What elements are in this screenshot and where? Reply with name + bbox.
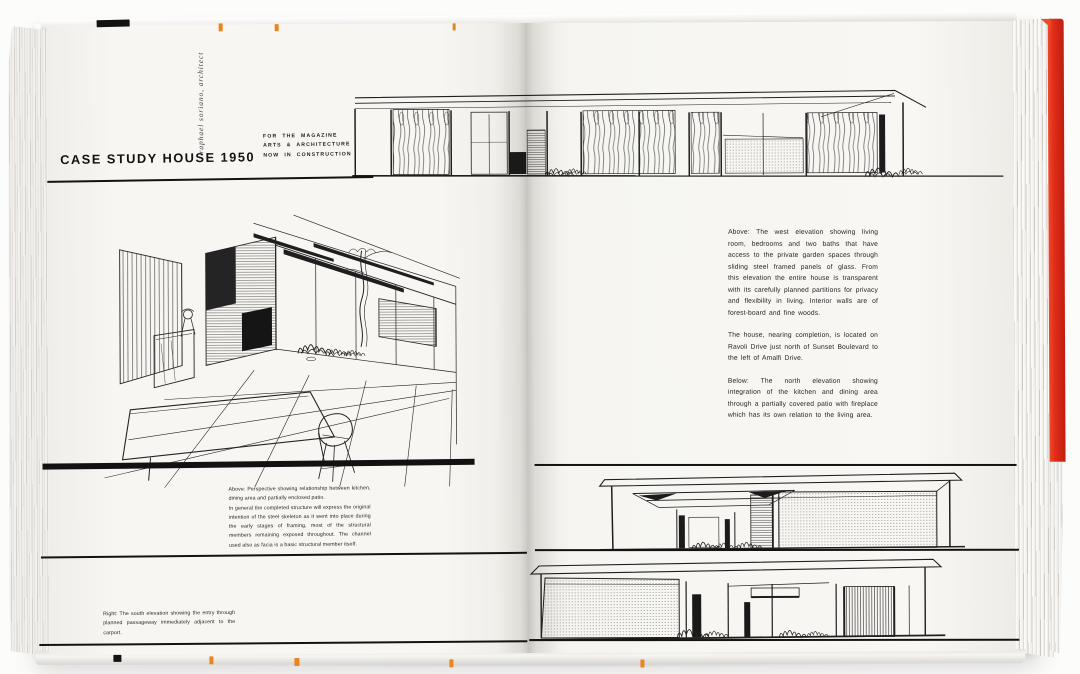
open-book (5, 6, 1070, 663)
right-top-divider (535, 464, 1017, 466)
figure-sketch (183, 310, 192, 319)
page-edges-right-lower (1049, 462, 1065, 654)
edge-mark-orange (219, 23, 223, 31)
header-subtitle (263, 131, 352, 160)
right-page-text-block (728, 227, 878, 433)
tree-trunk (360, 251, 364, 347)
beam-detail (751, 588, 799, 597)
slatted-wall (120, 250, 183, 384)
dark-post (879, 114, 885, 172)
door-slab (679, 515, 685, 548)
patio-planting (344, 350, 365, 356)
interior-perspective-drawing (103, 186, 484, 488)
edge-mark-black-top (97, 19, 130, 27)
entry-slab (744, 602, 750, 637)
edge-mark-orange (294, 658, 299, 666)
edge-mark-orange (453, 23, 456, 30)
right-bottom-divider (529, 639, 1019, 641)
perspective-caption (228, 484, 371, 550)
west-elevation-drawing (351, 82, 1011, 185)
patio-planting (298, 344, 332, 353)
fireplace-block (509, 152, 526, 174)
wood-panel (583, 110, 675, 173)
entry-slab (692, 594, 701, 637)
south-elevation-caption: Right: The south elevation showing the entry through planned passageway immediately adjacent to the carport. (103, 609, 236, 636)
roof-slab (531, 559, 941, 574)
caption-body: In general the completed structure will express the original intention of the steel skeleton as it went into place during the early stages of framing, most of the structural members remaining exposed throughout. The channel used also as facia is a basic structural member itself. (228, 503, 371, 549)
roof-line (355, 90, 926, 109)
slat-column (751, 495, 773, 548)
paragraph-location: The house, nearing completion, is located on Ravoli Drive just north of Sunset Boulevard to the left of Amalfi Drive. (727, 331, 878, 362)
page-edges-left (7, 26, 50, 656)
edge-mark-orange (640, 660, 644, 668)
edge-mark-orange (275, 24, 279, 31)
planting (705, 631, 728, 637)
screen-panel (725, 139, 803, 173)
subtitle-line: ARTS & ARCHITECTURE (263, 141, 351, 150)
edge-mark-orange (449, 659, 453, 667)
caption-intro: Above: Perspective showing relationship between kitchen, dining area and partially enclosed patio. (228, 485, 371, 502)
patio-fence (379, 298, 436, 346)
screen-wall (541, 577, 679, 638)
paragraph-west-elevation: Above: The west elevation showing living room, bedrooms and two baths that have access to the private garden spaces through sliding steel framed panels of glass. From this elevation the entire house is transparent with its carefully planned partitions for privacy and flexibility in living. Interior walls are of forest-board and fine woods. (727, 228, 879, 317)
north-elevation-drawing (599, 468, 969, 555)
wood-panel (393, 109, 449, 174)
subtitle-line: NOW IN CONSTRUCTION (263, 151, 352, 159)
paragraph-north-elevation: Below: The north elevation showing integration of the kitchen and dining area through a partially covered patio with fireplace which has its own relation to the living area. (727, 377, 878, 420)
fireplace-opening (242, 307, 272, 351)
edge-mark-black-bottom (113, 655, 121, 662)
dark-wood-band (206, 246, 236, 310)
wood-panel (691, 112, 719, 173)
south-elevation-drawing (529, 557, 949, 647)
architect-credit-vertical-text: raphael soriano, architect (195, 51, 206, 154)
red-cover-edge (1048, 19, 1066, 462)
door-slab (725, 519, 730, 548)
subtitle-line: FOR THE MAGAZINE (262, 132, 338, 140)
chair (319, 414, 353, 447)
roof-slab (600, 473, 962, 486)
edge-mark-orange (209, 656, 213, 664)
striped-panel (844, 586, 894, 636)
slat-panel (527, 130, 545, 174)
page-title: CASE STUDY HOUSE 1950 (60, 149, 256, 168)
screen-wall (779, 491, 937, 548)
wood-panel (807, 113, 877, 173)
